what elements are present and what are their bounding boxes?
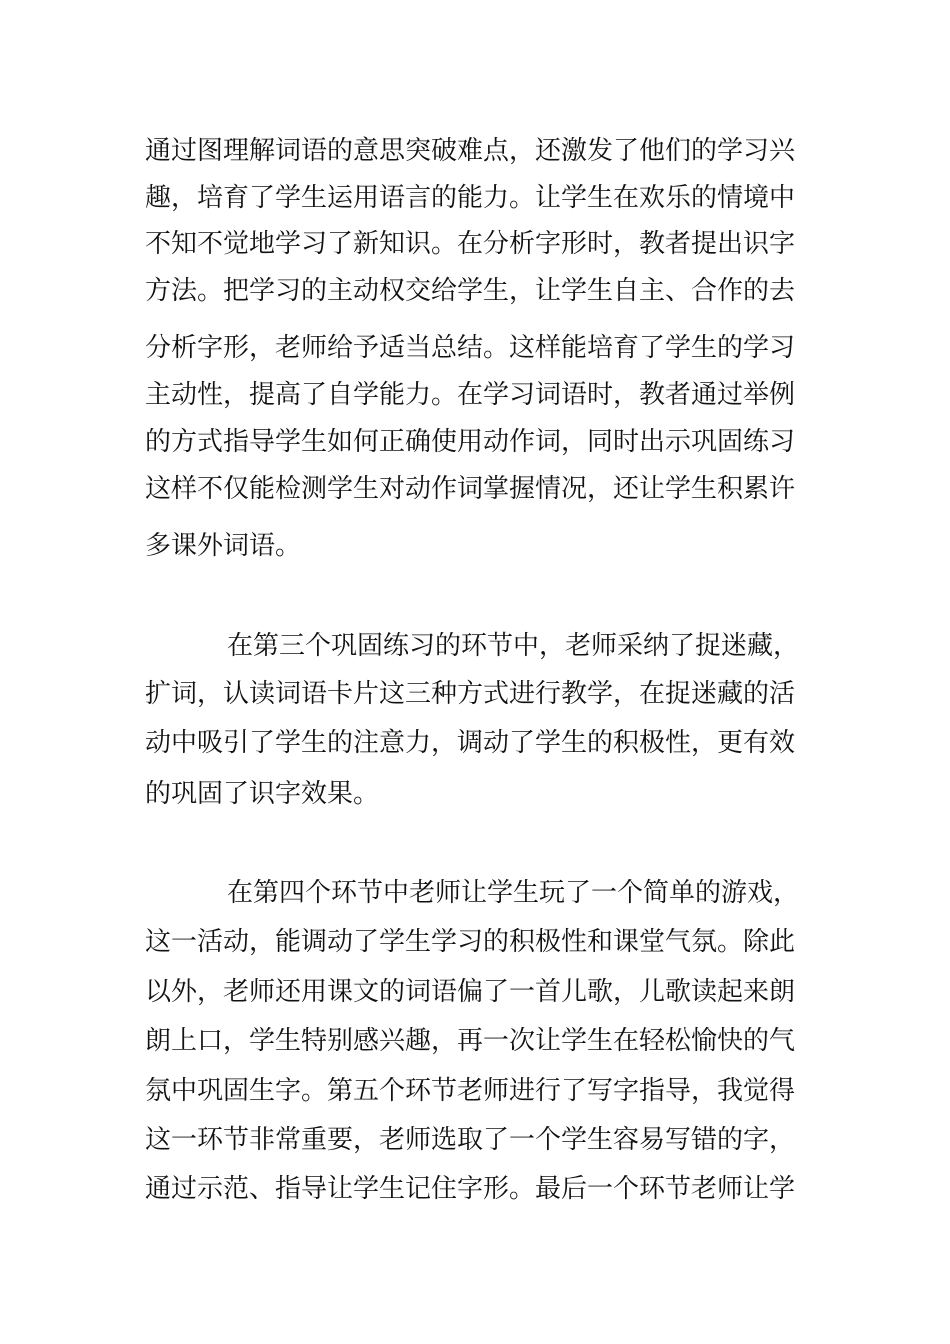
text-line: 这一活动，能调动了学生学习的积极性和课堂气氛。除此 [145,927,796,957]
text-line: 动中吸引了学生的注意力，调动了学生的积极性，更有效 [145,728,796,758]
text-line: 主动性，提高了自学能力。在学习词语时，教者通过举例 [145,380,796,410]
text-line: 的巩固了识字效果。 [145,779,380,809]
text-line: 的方式指导学生如何正确使用动作词，同时出示巩固练习 [145,427,796,457]
text-line: 这一环节非常重要，老师选取了一个学生容易写错的字， [145,1125,796,1155]
text-line: 在第四个环节中老师让学生玩了一个简单的游戏， [227,878,800,908]
text-line: 分析字形，老师给予适当总结。这样能培育了学生的学习 [145,333,796,363]
text-line: 多课外词语。 [145,531,302,561]
text-line: 方法。把学习的主动权交给学生，让学生自主、合作的去 [145,276,796,306]
text-line: 趣，培育了学生运用语言的能力。让学生在欢乐的情境中 [145,183,796,213]
text-line: 扩词，认读词语卡片这三种方式进行教学，在捉迷藏的活 [145,679,796,709]
text-line: 在第三个巩固练习的环节中，老师采纳了捉迷藏， [227,631,800,661]
text-line: 朗上口，学生特别感兴趣，再一次让学生在轻松愉快的气 [145,1026,796,1056]
text-line: 不知不觉地学习了新知识。在分析字形时，教者提出识字 [145,229,796,259]
text-line: 通过示范、指导让学生记住字形。最后一个环节老师让学 [145,1174,796,1204]
text-line: 以外，老师还用课文的词语偏了一首儿歌，儿歌读起来朗 [145,977,796,1007]
text-line: 氛中巩固生字。第五个环节老师进行了写字指导，我觉得 [145,1076,796,1106]
text-line: 这样不仅能检测学生对动作词掌握情况，还让学生积累许 [145,474,796,504]
text-line: 通过图理解词语的意思突破难点，还激发了他们的学习兴 [145,136,796,166]
